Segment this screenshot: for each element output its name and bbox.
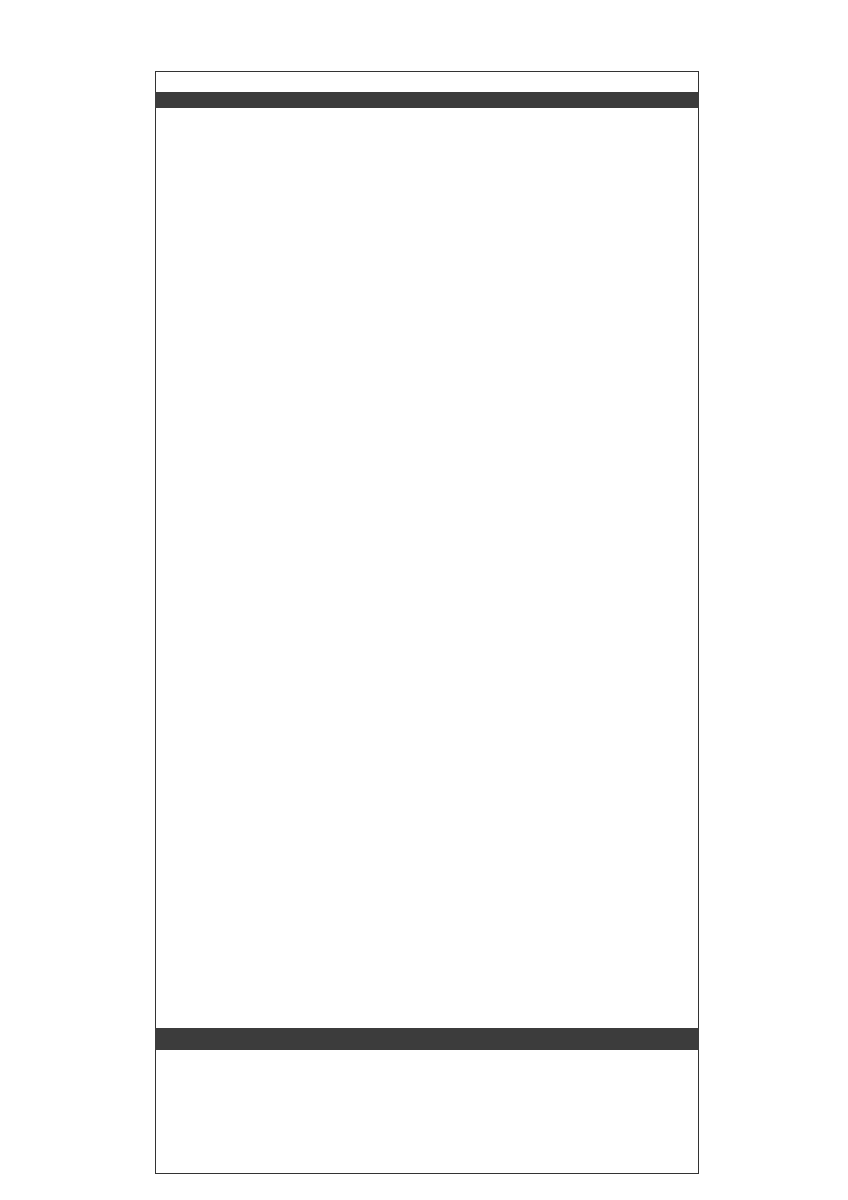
header-screen-4 — [527, 92, 569, 108]
header-screen-6 — [611, 92, 653, 108]
schedule-frame — [155, 71, 699, 1174]
header-screen-5 — [569, 92, 611, 108]
header-screen-3 — [485, 92, 527, 108]
header-happy-night — [653, 92, 699, 108]
bottom-bar — [155, 1028, 699, 1050]
header-title — [155, 92, 339, 108]
header-screen-2 — [443, 92, 485, 108]
table-header — [155, 92, 699, 108]
header-note — [361, 92, 401, 108]
header-duration — [339, 92, 361, 108]
header-screen-1 — [401, 92, 443, 108]
